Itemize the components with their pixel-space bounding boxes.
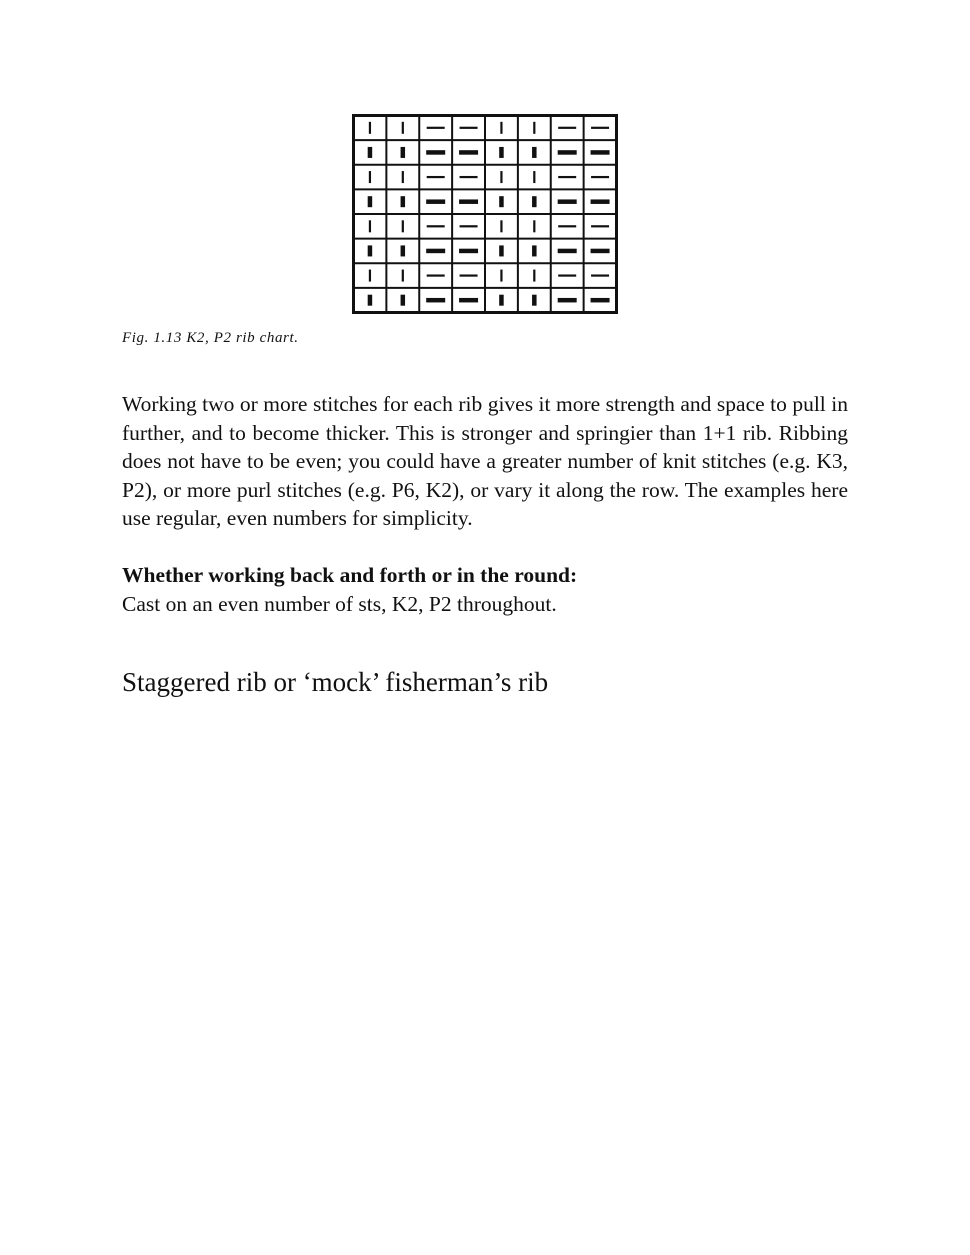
knit-stitch-symbol [500, 220, 502, 232]
knit-stitch-symbol [533, 220, 535, 232]
knit-stitch-symbol [402, 270, 404, 282]
knit-stitch-symbol [532, 245, 537, 256]
knit-stitch-symbol [532, 147, 537, 158]
section-title: Staggered rib or ‘mock’ fisherman’s rib [122, 667, 549, 697]
purl-stitch-symbol [558, 127, 576, 129]
knit-stitch-symbol [401, 196, 406, 207]
purl-stitch-symbol [459, 150, 478, 155]
method-heading: Whether working back and forth or in the round: [122, 563, 578, 587]
purl-stitch-symbol [426, 199, 445, 204]
knit-stitch-symbol [402, 171, 404, 183]
purl-stitch-symbol [591, 199, 610, 204]
knit-stitch-symbol [499, 295, 504, 306]
purl-stitch-symbol [460, 274, 478, 276]
purl-stitch-symbol [427, 274, 445, 276]
rib-chart-figure [352, 114, 618, 314]
purl-stitch-symbol [460, 225, 478, 227]
knit-stitch-symbol [368, 295, 373, 306]
body-paragraph: Working two or more stitches for each rib gives it more strength and space to pull in further, and to become thicker. This is stronger and springier than 1+1 rib. Ribbing does not have to be even; you could have a greater number of knit stitches (e.g. K3, P2), or more purl stitches (e.g. P6, K2), or vary it along the row. The examples here use regular, even numbers for simplicity. [122, 392, 848, 531]
purl-stitch-symbol [591, 150, 610, 155]
rib-chart [352, 114, 618, 314]
purl-stitch-symbol [427, 176, 445, 178]
purl-stitch-symbol [591, 274, 609, 276]
purl-stitch-symbol [427, 127, 445, 129]
purl-stitch-symbol [558, 176, 576, 178]
knit-stitch-symbol [500, 171, 502, 183]
knit-stitch-symbol [499, 245, 504, 256]
purl-stitch-symbol [460, 176, 478, 178]
purl-stitch-symbol [558, 150, 577, 155]
purl-stitch-symbol [426, 298, 445, 303]
purl-stitch-symbol [459, 249, 478, 254]
purl-stitch-symbol [426, 150, 445, 155]
knit-stitch-symbol [369, 171, 371, 183]
purl-stitch-symbol [426, 249, 445, 254]
purl-stitch-symbol [427, 225, 445, 227]
knit-stitch-symbol [499, 196, 504, 207]
knit-stitch-symbol [533, 122, 535, 134]
purl-stitch-symbol [558, 274, 576, 276]
knit-stitch-symbol [368, 245, 373, 256]
knit-stitch-symbol [369, 220, 371, 232]
knit-stitch-symbol [402, 122, 404, 134]
knit-stitch-symbol [369, 270, 371, 282]
knit-stitch-symbol [401, 147, 406, 158]
purl-stitch-symbol [591, 298, 610, 303]
knit-stitch-symbol [368, 147, 373, 158]
knit-stitch-symbol [401, 245, 406, 256]
knit-stitch-symbol [368, 196, 373, 207]
knit-stitch-symbol [499, 147, 504, 158]
purl-stitch-symbol [591, 127, 609, 129]
knit-stitch-symbol [500, 270, 502, 282]
knit-stitch-symbol [533, 171, 535, 183]
purl-stitch-symbol [460, 127, 478, 129]
knit-stitch-symbol [402, 220, 404, 232]
figure-caption: Fig. 1.13 K2, P2 rib chart. [122, 330, 299, 346]
purl-stitch-symbol [558, 225, 576, 227]
knit-stitch-symbol [532, 196, 537, 207]
purl-stitch-symbol [459, 298, 478, 303]
knit-stitch-symbol [401, 295, 406, 306]
knit-stitch-symbol [532, 295, 537, 306]
purl-stitch-symbol [558, 199, 577, 204]
purl-stitch-symbol [591, 249, 610, 254]
purl-stitch-symbol [591, 225, 609, 227]
purl-stitch-symbol [558, 249, 577, 254]
purl-stitch-symbol [591, 176, 609, 178]
knit-stitch-symbol [500, 122, 502, 134]
knit-stitch-symbol [369, 122, 371, 134]
method-instructions: Cast on an even number of sts, K2, P2 throughout. [122, 592, 557, 616]
purl-stitch-symbol [558, 298, 577, 303]
knit-stitch-symbol [533, 270, 535, 282]
purl-stitch-symbol [459, 199, 478, 204]
